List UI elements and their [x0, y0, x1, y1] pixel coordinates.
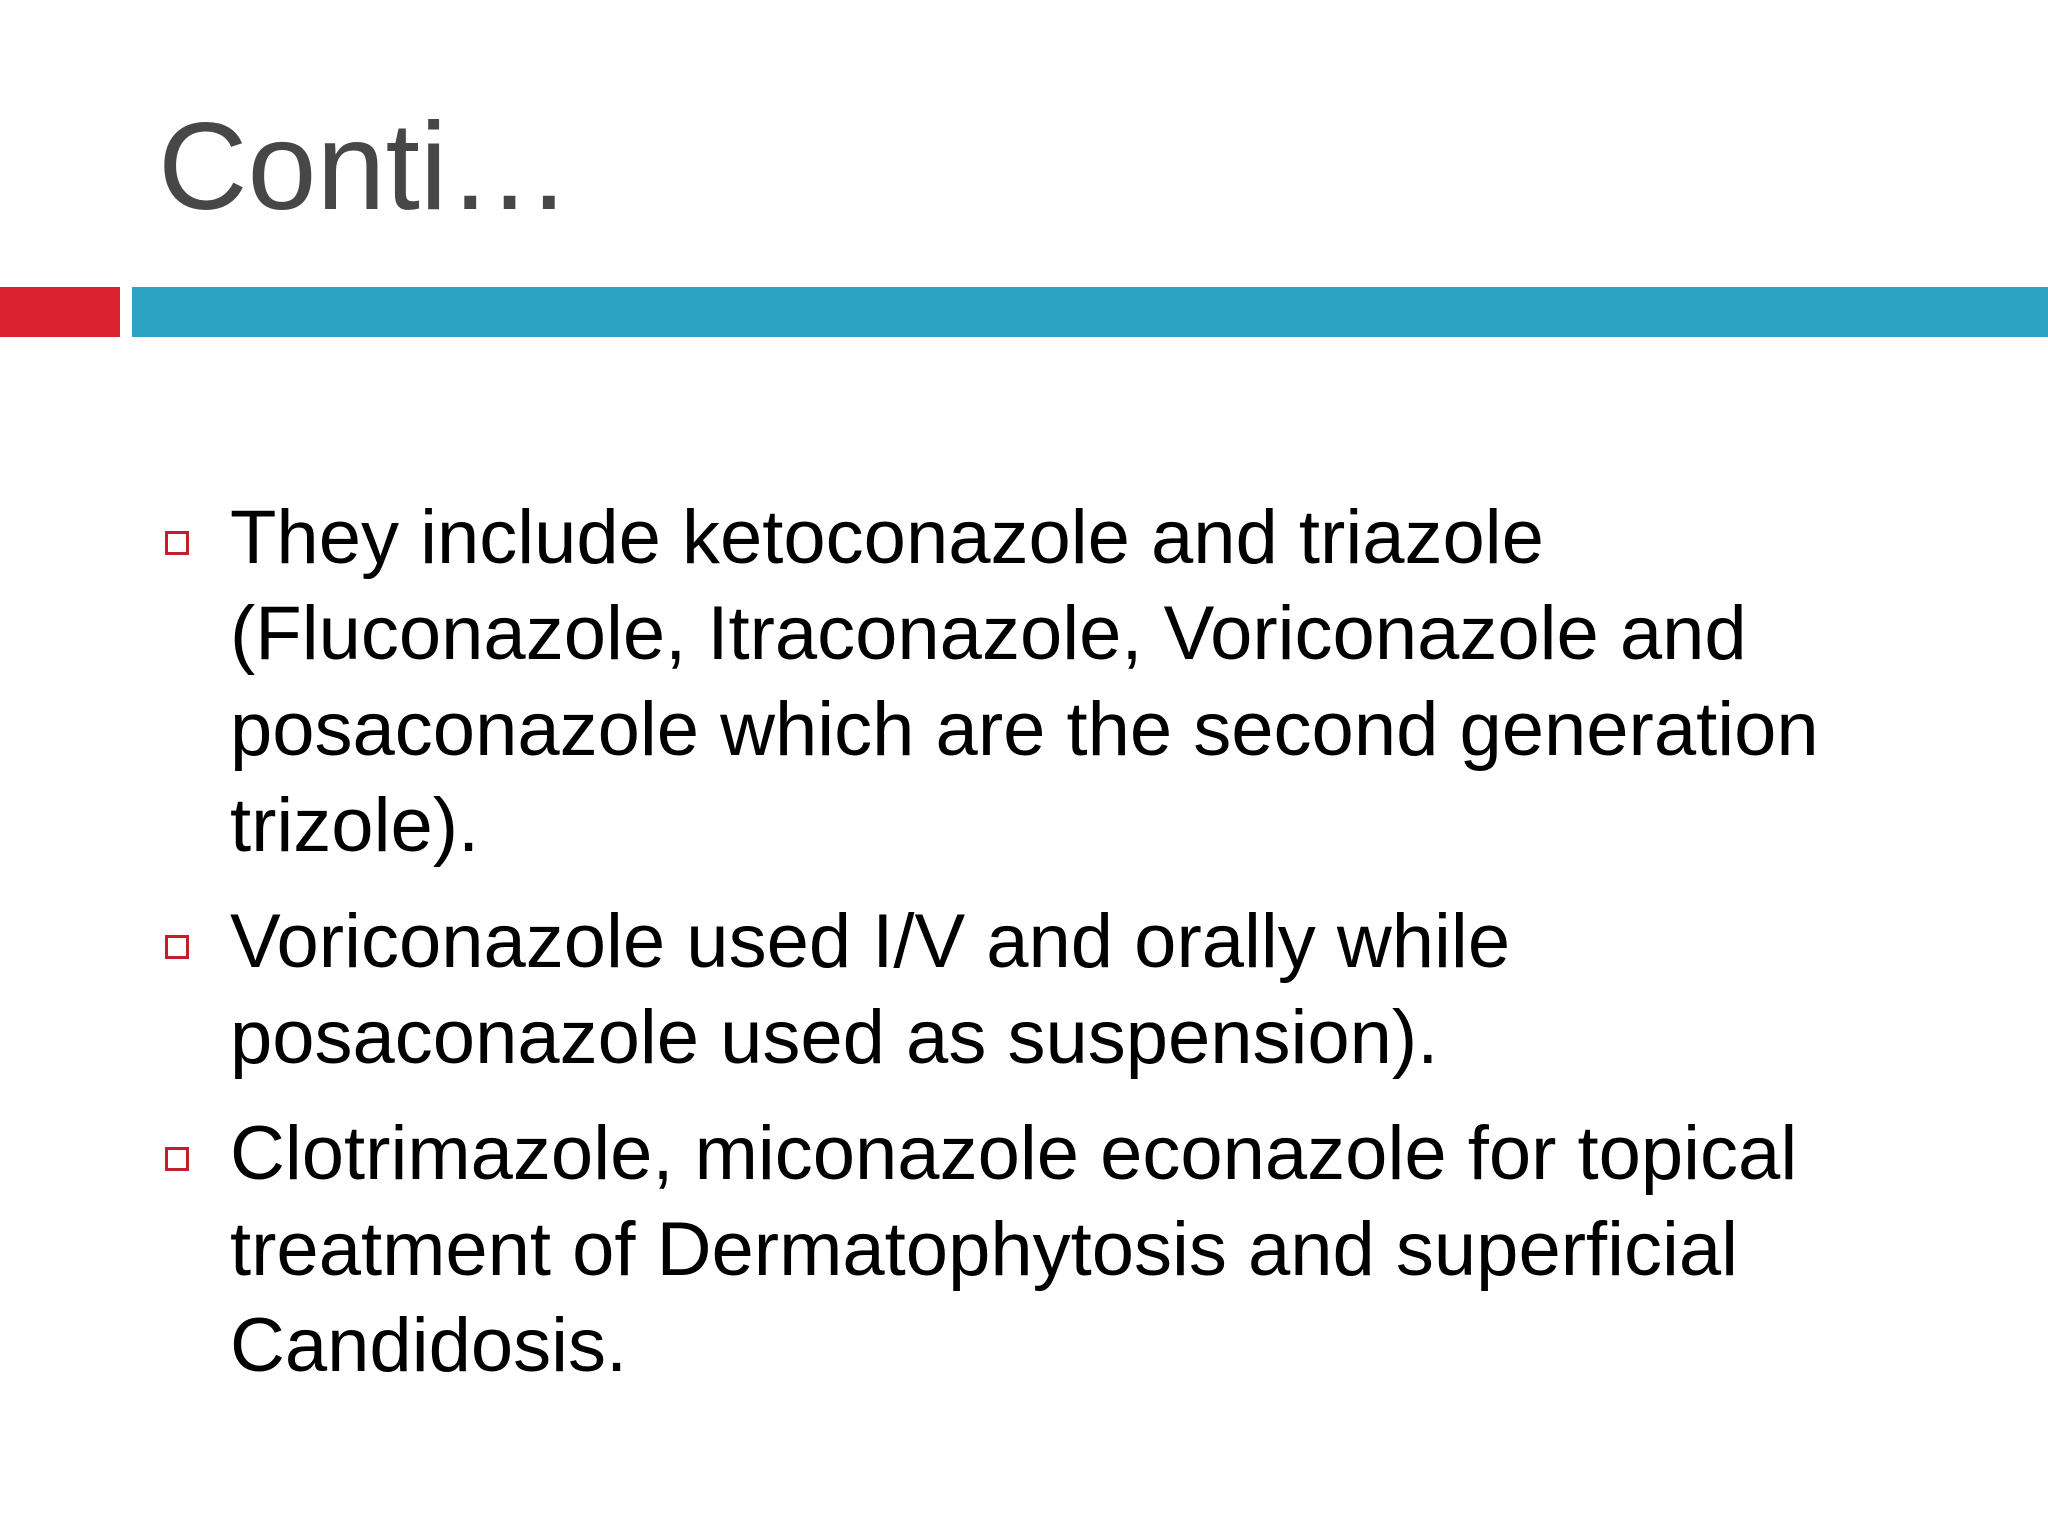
bullet-list — [158, 490, 1918, 1414]
bullet-item — [158, 1106, 1918, 1394]
hollow-square-icon — [165, 531, 189, 555]
accent-bar-blue — [132, 287, 2048, 337]
bullet-text: Voriconazole used I/V and orally while posaconazole used as suspension). — [230, 899, 1511, 1080]
bullet-item — [158, 490, 1918, 874]
slide-title: Conti… — [158, 98, 572, 236]
hollow-square-icon — [165, 1147, 189, 1171]
accent-bar-red — [0, 287, 120, 337]
bullet-item — [158, 894, 1918, 1086]
bullet-text: They include ketoconazole and triazole (Fluconazole, Itraconazole, Voriconazole and posaconazole which are the second generation trizole). — [230, 495, 1819, 868]
hollow-square-icon — [165, 935, 189, 959]
bullet-text: Clotrimazole, miconazole econazole for topical treatment of Dermatophytosis and superficial Candidosis. — [230, 1111, 1798, 1388]
